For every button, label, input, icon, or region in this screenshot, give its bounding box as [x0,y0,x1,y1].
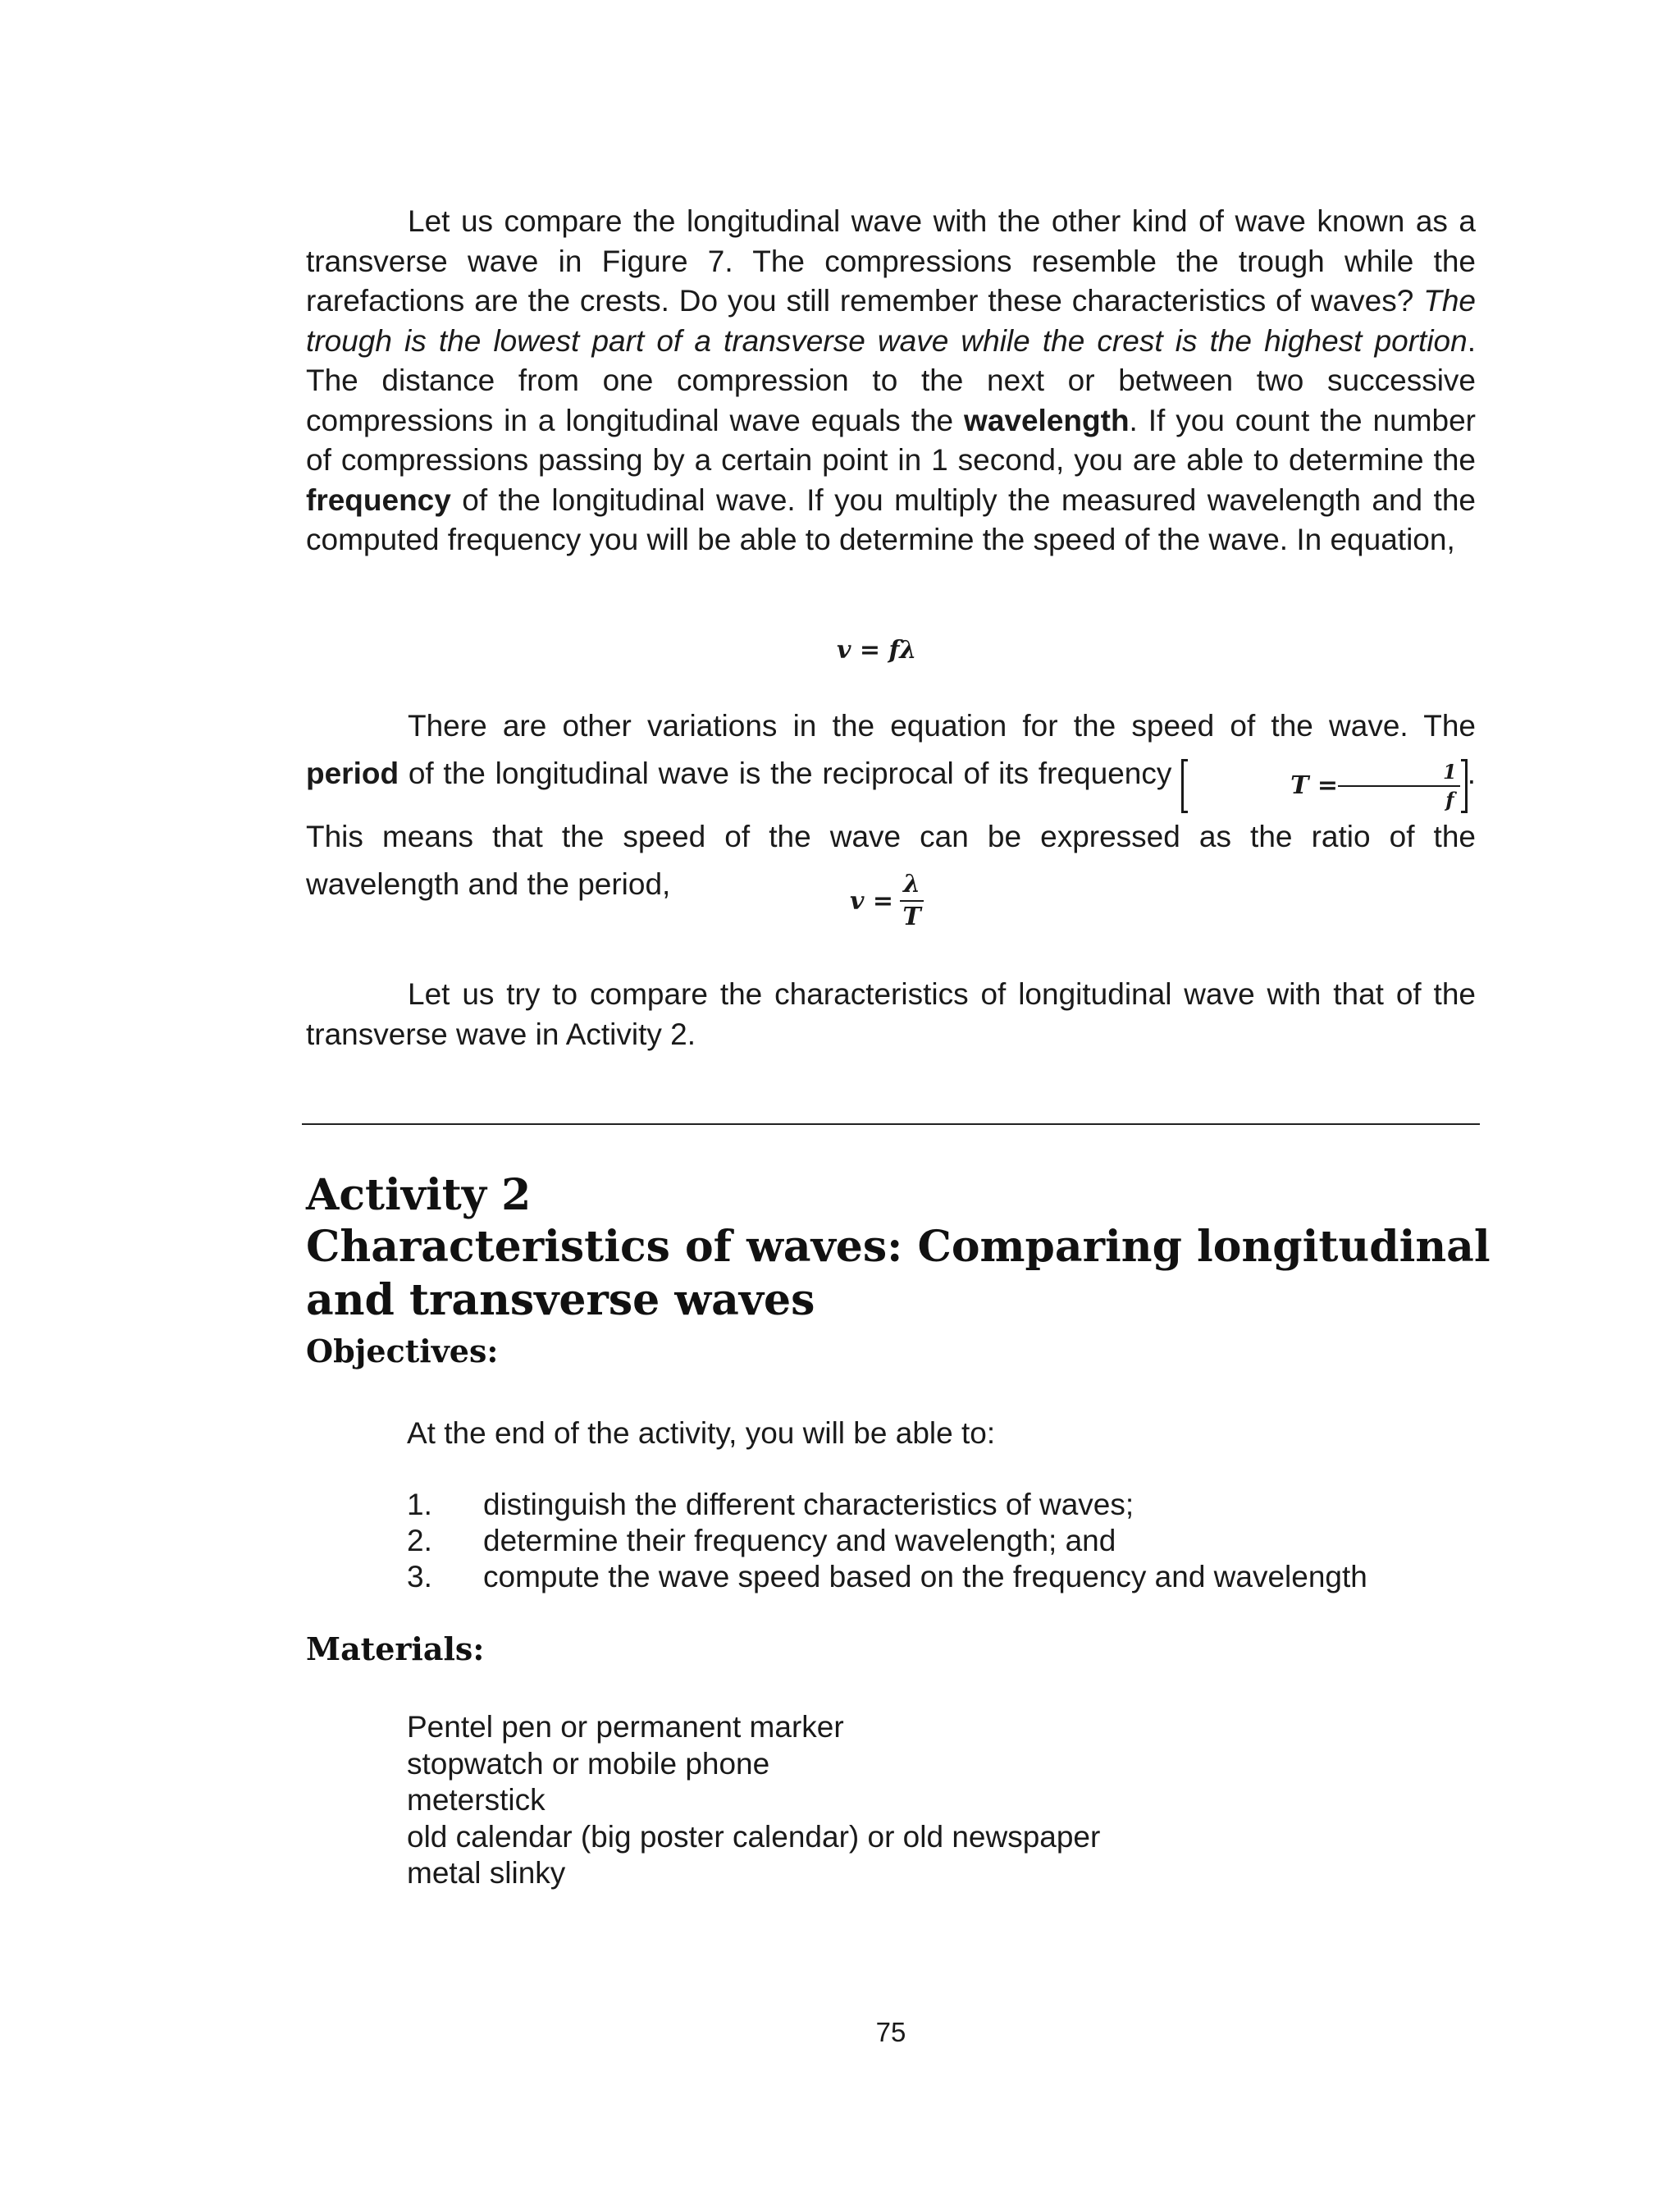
activity-title-line1: Activity 2 [306,1170,532,1220]
intro-paragraph [306,202,1476,560]
period-equation [1181,759,1468,813]
term-wavelength: wavelength [964,403,1130,437]
para3-text: Let us try to compare the characteristics of longitudinal wave with that of the transverse wave in Activity 2. [306,977,1476,1051]
section-divider [302,1123,1480,1125]
para1-text-7: of the longitudinal wave. If you multiply the measured wavelength and the computed frequency you will be able to determine the speed of the wave. In equation, [306,482,1476,556]
page-number: 75 [875,2017,906,2047]
list-item [407,1559,1367,1595]
para1-text-1: Let us compare the longitudinal wave with the other kind of wave known as a transverse wave in Figure 7. The compressions resemble the trough while the rarefactions are the crests. Do you still remember these characteristics of waves? [306,204,1476,318]
objectives-heading: Objectives: [306,1333,499,1369]
period-eq-lhs: T = [1290,771,1339,800]
activity-title-line2: Characteristics of waves: Comparing longitudinal [306,1222,1491,1272]
list-text: compute the wave speed based on the frequency and wavelength [483,1560,1367,1593]
list-text: distinguish the different characteristics of waves; [483,1488,1134,1521]
objectives-intro: At the end of the activity, you will be able to: [407,1416,996,1450]
equation-speed-period [850,872,924,930]
eq2-lhs: v = [850,886,894,916]
list-item [407,1523,1367,1559]
para1-italic-definition: The trough is the lowest part of a transverse wave while the crest is the highest portion [306,284,1476,358]
compare-paragraph [306,975,1476,1054]
list-number: 3. [407,1560,432,1593]
period-eq-numerator: 1 [1338,762,1460,787]
para2-text-4: . This means that the speed of the wave can be expressed as the ratio of the wavelength and the period, [306,757,1476,901]
equation-speed: v = fλ [837,636,917,665]
objectives-list [407,1487,1367,1595]
term-period: period [306,757,399,790]
activity-title-line3: and transverse waves [306,1275,815,1325]
eq2-denominator: T [902,903,921,931]
list-item: Pentel pen or permanent marker [407,1710,844,1744]
list-number: 2. [407,1524,432,1557]
para1-text-5: . If you count the number of compressions passing by a certain point in 1 second, you are able to determine the [306,403,1476,477]
para1-text-3: . The distance from one compression to the next or between two successive compressions in a longitudinal wave equals the [306,323,1476,437]
list-item: metal slinky [407,1856,566,1890]
period-eq-fraction [1338,762,1460,810]
materials-list [407,1709,1100,1892]
list-text: determine their frequency and wavelength; and [483,1524,1116,1557]
eq2-fraction [900,872,924,930]
term-frequency: frequency [306,482,451,517]
period-eq-denominator: f [1445,788,1454,812]
list-number: 1. [407,1488,432,1521]
para2-text-3: of the longitudinal wave is the reciprocal of its frequency [399,757,1182,790]
list-item: stopwatch or mobile phone [407,1746,770,1781]
materials-heading: Materials: [306,1630,485,1667]
eq2-numerator: λ [900,872,924,902]
list-item: old calendar (big poster calendar) or old newspaper [407,1819,1101,1854]
list-item [407,1487,1367,1523]
list-item: meterstick [407,1783,546,1817]
para2-text-1: There are other variations in the equation for the speed of the wave. The [408,709,1476,743]
